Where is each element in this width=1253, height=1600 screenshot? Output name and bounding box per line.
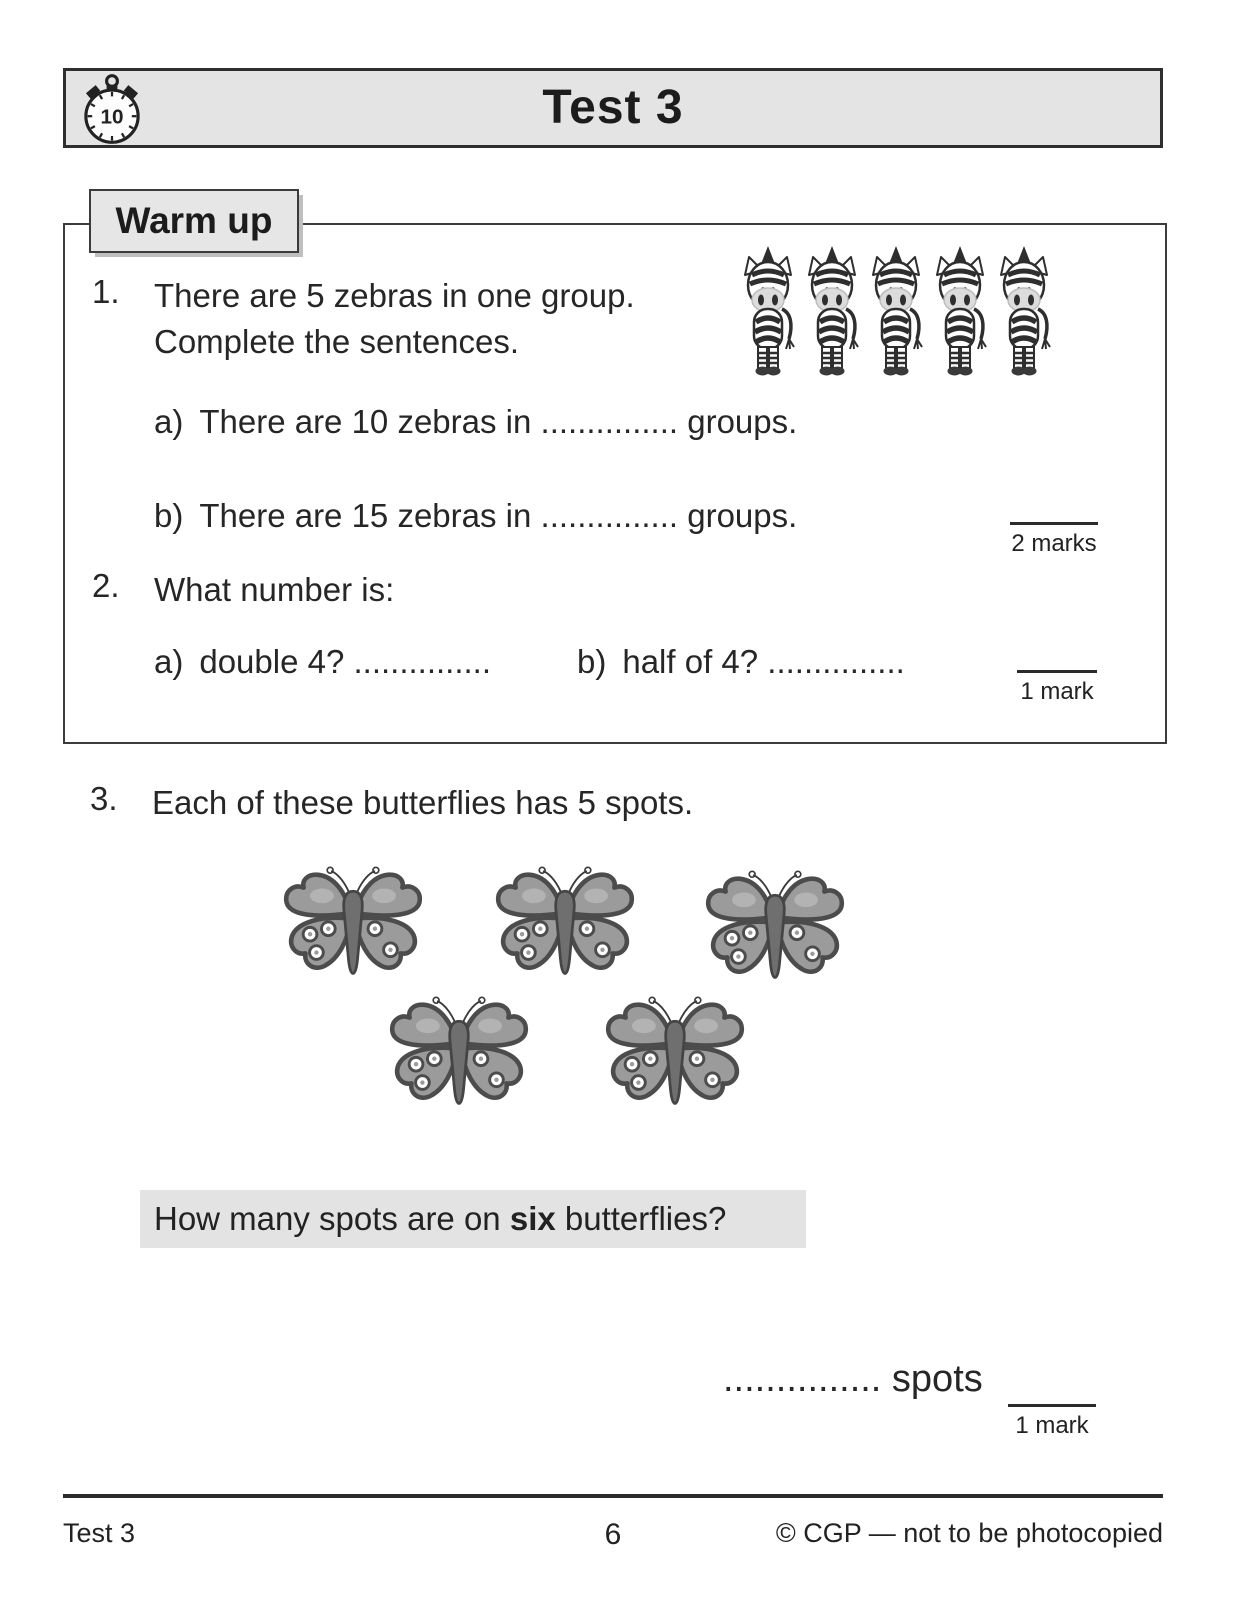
page-title: Test 3 — [542, 81, 684, 134]
zebra-icon — [993, 245, 1055, 377]
butterfly-icon — [490, 862, 640, 990]
question-2-text: What number is: — [154, 571, 395, 608]
footer — [63, 1512, 1163, 1552]
question-1a — [154, 403, 797, 441]
zebra-icon — [737, 245, 799, 377]
footer-rule — [63, 1494, 1163, 1498]
zebra-icon — [801, 245, 863, 377]
question-1b — [154, 497, 797, 535]
question-1-text — [154, 273, 635, 365]
question-2b — [577, 643, 905, 681]
question-1b-sentence: There are 15 zebras in ............... groups. — [199, 497, 798, 534]
marks-badge-q2: 1 mark — [1017, 670, 1097, 706]
question-1a-sentence: There are 10 zebras in ............... groups. — [199, 403, 798, 440]
question-1a-label: a) — [154, 403, 184, 440]
question-3-text: Each of these butterflies has 5 spots. — [152, 784, 694, 821]
question-2a-label: a) — [154, 643, 184, 680]
warmup-label: Warm up — [89, 189, 299, 253]
prompt-post: butterflies? — [555, 1200, 727, 1237]
butterfly-icon — [600, 992, 750, 1120]
butterfly-icon — [278, 862, 428, 990]
question-2b-label: b) — [577, 643, 607, 680]
butterfly-icon — [700, 866, 850, 994]
footer-page-number: 6 — [604, 1518, 622, 1551]
footer-test-label: Test 3 — [63, 1518, 136, 1548]
warmup-section — [63, 223, 1167, 744]
question-1-number: 1. — [92, 273, 120, 310]
question-1-line1: There are 5 zebras in one group. — [154, 277, 635, 314]
zebra-icon — [865, 245, 927, 377]
zebra-icon — [929, 245, 991, 377]
test-header-bar — [63, 68, 1163, 148]
timer-minutes-text: 10 — [100, 105, 124, 129]
question-1b-label: b) — [154, 497, 184, 534]
zebra-group-illustration — [737, 245, 1055, 377]
question-2b-sentence: half of 4? ............... — [622, 643, 905, 680]
marks-badge-q1: 2 marks — [1010, 522, 1098, 558]
question-2a-sentence: double 4? ............... — [199, 643, 492, 680]
answer-blank-spots: ............... spots — [723, 1358, 983, 1400]
question-2a — [154, 643, 491, 681]
butterfly-icon — [384, 992, 534, 1120]
question-3-prompt — [140, 1190, 806, 1248]
question-1-line2: Complete the sentences. — [154, 323, 520, 360]
prompt-pre: How many spots are on — [154, 1200, 510, 1237]
question-3-number: 3. — [90, 780, 118, 817]
question-2-number: 2. — [92, 567, 120, 604]
stopwatch-icon — [76, 73, 148, 145]
footer-copyright: © CGP — not to be photocopied — [775, 1518, 1163, 1548]
prompt-bold-word: six — [509, 1200, 556, 1237]
marks-badge-q3: 1 mark — [1008, 1404, 1096, 1440]
